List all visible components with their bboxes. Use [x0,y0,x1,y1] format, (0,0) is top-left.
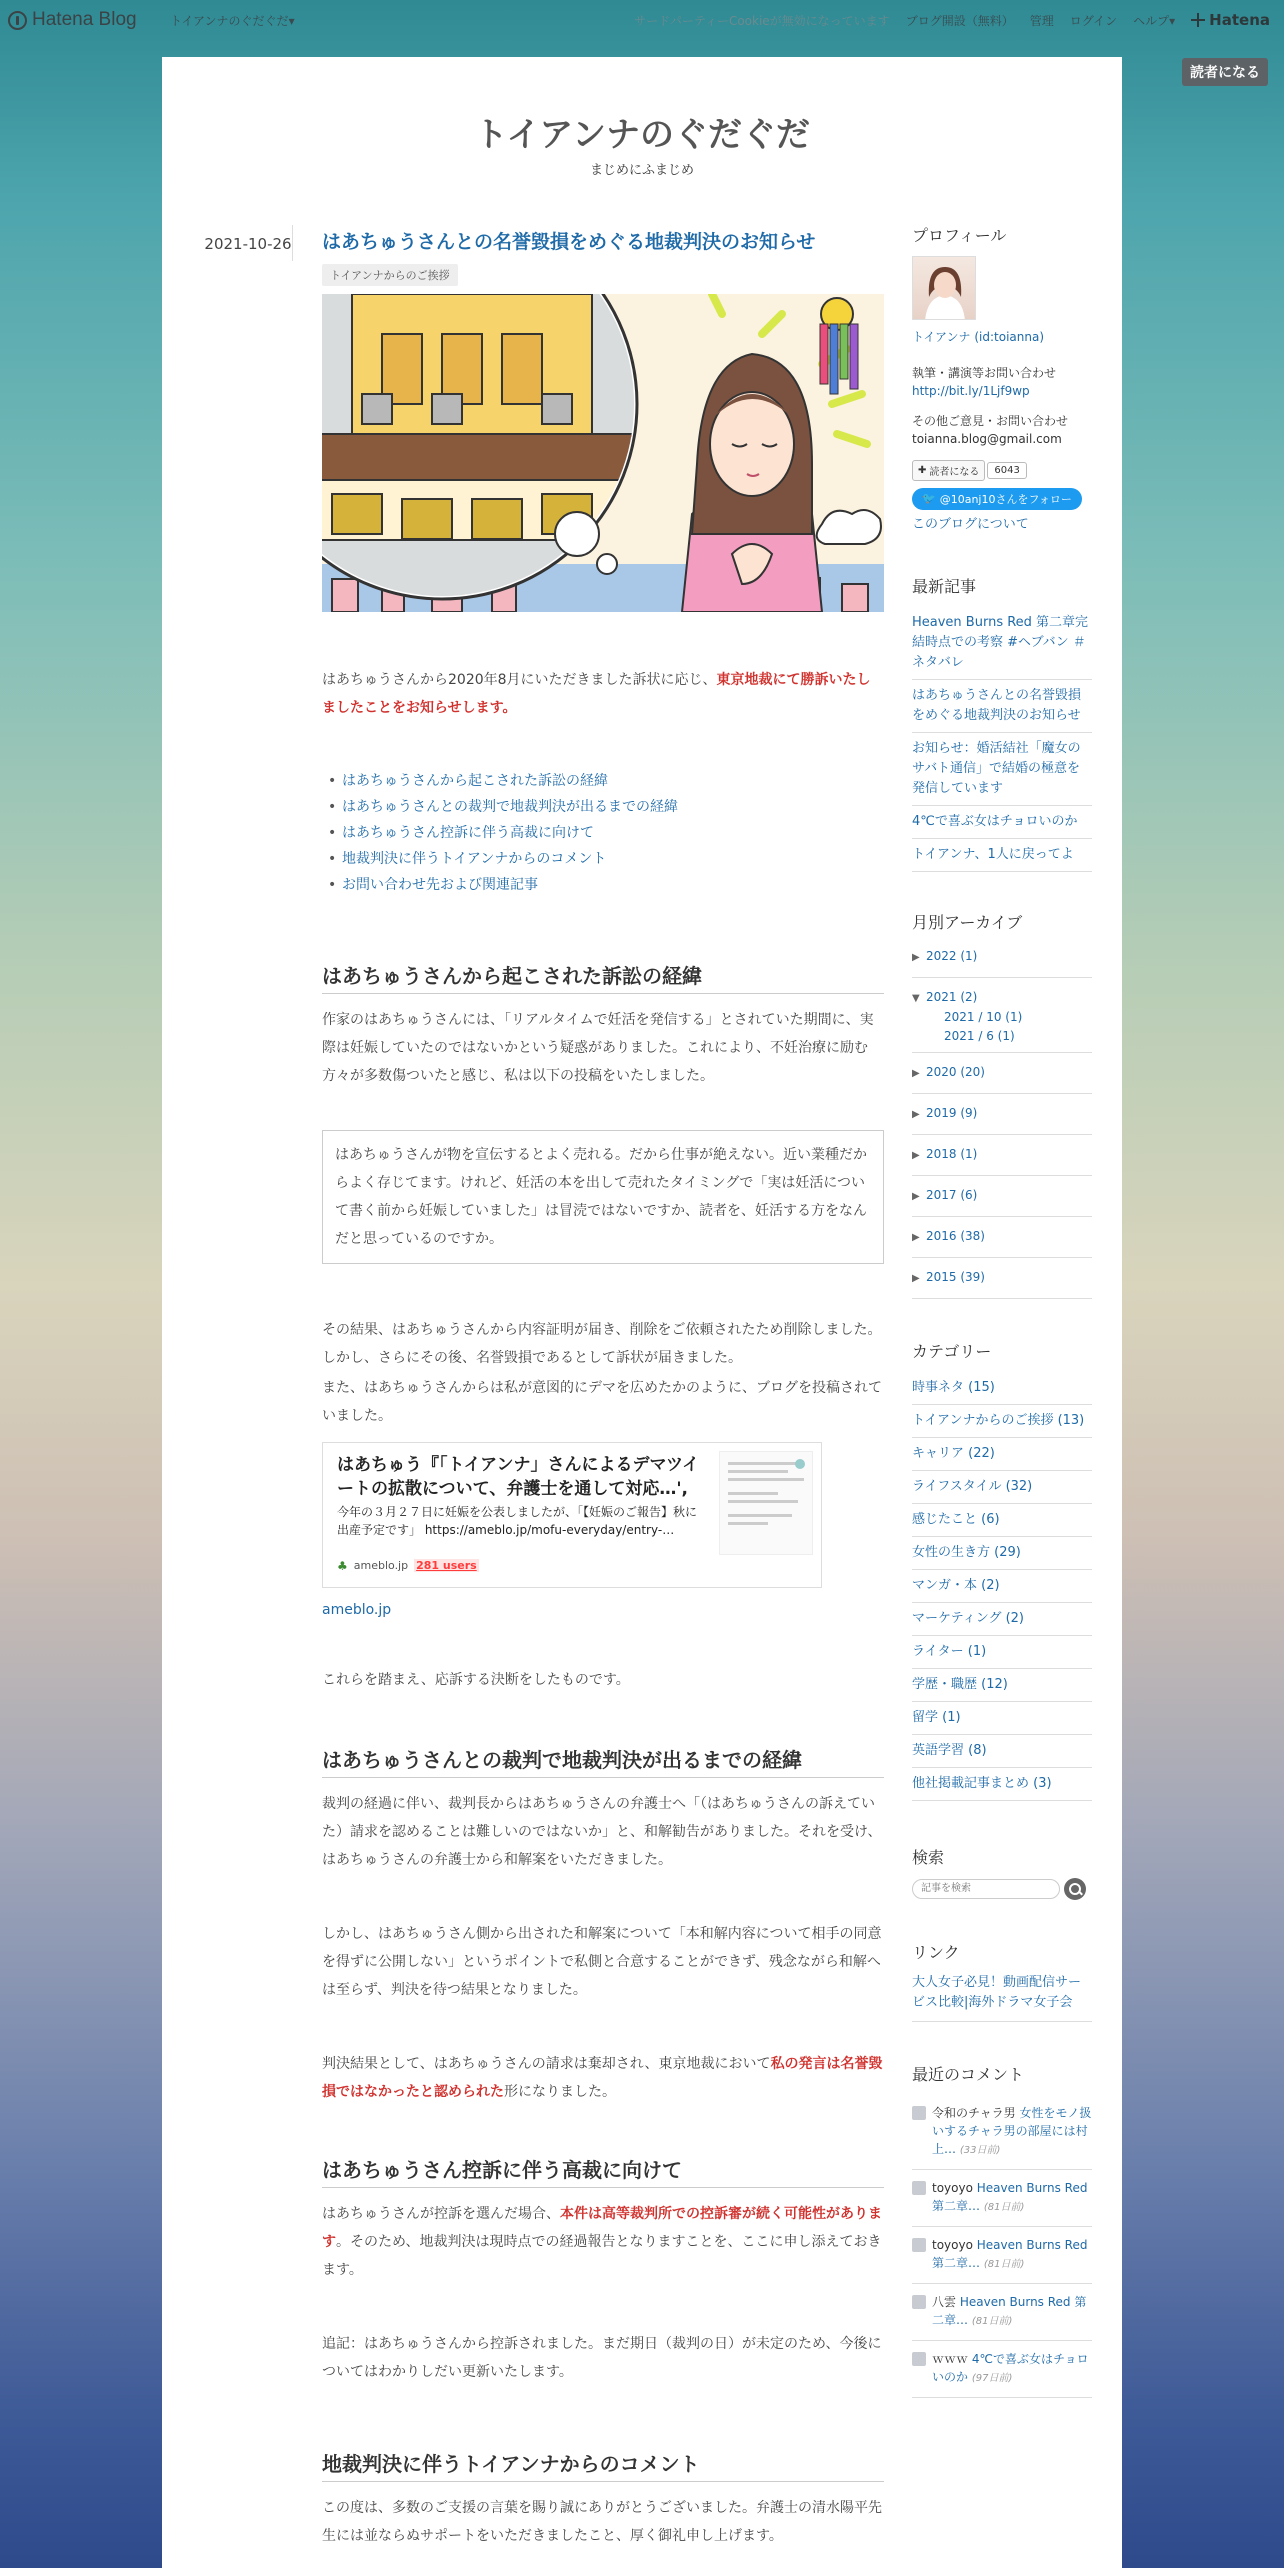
caret-down-icon: ▾ [1169,13,1176,28]
section-heading: 地裁判決に伴うトイアンナからのコメント [322,2448,884,2482]
archive-month[interactable]: 2021 / 10 (1) [944,1009,1023,1024]
recent-entry-link[interactable]: はあちゅうさんとの名誉毀損をめぐる地裁判決のお知らせ [912,680,1092,733]
entry-category[interactable]: トイアンナからのご挨拶 [322,264,458,286]
category-link[interactable]: トイアンナからのご挨拶 (13) [912,1405,1092,1438]
profile-text: その他ご意見・お問い合わせ [912,414,1069,428]
emphasis: 私の発言は名誉毀損ではなかったと認められた [322,2055,883,2100]
archive-year[interactable] [912,1094,1092,1135]
blog-title[interactable]: トイアンナのぐだぐだ [474,115,810,155]
archive-year[interactable] [912,943,1092,978]
text: 形になりました。 [504,2083,616,2100]
entry-article [322,229,884,2550]
eyecatch-illustration [322,294,884,612]
comment-item [912,2095,1092,2170]
embed-card[interactable] [322,1442,822,1588]
tweet-screenshot-thumbnail [720,1452,814,1556]
comment-item [912,2341,1092,2398]
twitter-follow-button[interactable] [912,488,1082,510]
nav-login[interactable]: ログイン [1069,13,1118,28]
archive-year[interactable] [912,1176,1092,1217]
embed-card-description: 今年の３月２７日に妊娠を公表しましたが、「【妊娠のご報告】秋に出産予定です」 https://ameblo.jp/mofu-everyday/entry-… [337,1504,698,1537]
archive-year-label: 2021 (2) [926,989,978,1004]
toc-item[interactable]: • はあちゅうさんから起こされた訴訟の経緯 [322,768,884,794]
profile-contact-link[interactable]: http://bit.ly/1Ljf9wp [912,384,1030,398]
category-link[interactable]: 他社掲載記事まとめ (3) [912,1768,1092,1801]
recent-entry-link[interactable]: お知らせ：婚活結社「魔女のサバト通信」で結婚の極意を発信しています [912,733,1092,806]
triangle-right-icon: ▶ [912,1149,920,1161]
category-link[interactable]: マーケティング (2) [912,1603,1092,1636]
comment-time: (97日前) [971,2372,1013,2384]
search-heading: 検索 [912,1847,945,1867]
avatar-portrait [913,257,976,320]
comment-time: (33日前) [959,2144,1001,2156]
subscribe-row [912,458,1092,481]
category-link[interactable]: 感じたこと (6) [912,1504,1092,1537]
archive-year-label: 2017 (6) [926,1187,978,1202]
paragraph [322,2200,884,2284]
external-link[interactable]: 大人女子必見！動画配信サービス比較|海外ドラマ女子会 [912,1973,1092,2022]
triangle-right-icon: ▶ [912,1272,920,1284]
entry-title[interactable]: はあちゅうさんとの名誉毀損をめぐる地裁判決のお知らせ [322,231,816,253]
archive-year-expanded[interactable] [912,978,1092,1053]
hatena-bookmark-users[interactable]: 281 users [416,1559,477,1573]
table-of-contents [322,768,884,898]
intro-text: はあちゅうさんから2020年8月にいただきました訴状に応じ、 [322,671,717,688]
comment-entry-link[interactable]: 4℃で喜ぶ女はチョロいのか [932,2351,1089,2384]
paragraph: この度は、多数のご支援の言葉を賜り誠にありがとうございました。弁護士の清水陽平先生には並ならぬサポートをいただきましたこと、厚く御礼申し上げます。 [322,2499,882,2544]
twitter-follow-label: @10anj10さんをフォロー [939,492,1072,506]
comment-user: ｗｗｗ [932,2351,969,2366]
category-link[interactable]: 女性の生き方 (29) [912,1537,1092,1570]
hatena-star-icon [1191,13,1205,27]
profile-name-link[interactable]: トイアンナ (id:toianna) [912,330,1045,344]
nav-open-blog[interactable]: ブログ開設（無料） [905,13,1014,28]
recent-heading: 最新記事 [912,576,977,596]
comment-entry-link[interactable]: 女性をモノ扱いするチャラ男の部屋には村上… [932,2105,1092,2156]
profile-text: 執筆・講演等お問い合わせ [912,366,1057,380]
archive-year[interactable] [912,1053,1092,1094]
triangle-right-icon: ▶ [912,1231,920,1243]
category-link[interactable]: 英語学習 (8) [912,1735,1092,1768]
toc-item[interactable]: • はあちゅうさん控訴に伴う高裁に向けて [322,820,884,846]
entry-date[interactable]: 2021-10-26 [204,235,292,253]
text: はあちゅうさんが控訴を選んだ場合、 [322,2205,560,2222]
paragraph: しかし、はあちゅうさん側から出された和解案について「本和解内容について相手の同意を得ずに公開しない」というポイントで私側と合意することができず、残念ながら和解へは至らず、判決を待つ結果となりました。 [322,1925,882,1998]
recent-entry-link[interactable]: 4℃で喜ぶ女はチョロいのか [912,806,1092,839]
toc-item[interactable]: • はあちゅうさんとの裁判で地裁判決が出るまでの経緯 [322,794,884,820]
user-icon[interactable] [912,2181,926,2195]
comment-user: 八雲 [932,2294,957,2309]
date-divider [292,225,293,261]
search-icon[interactable] [1064,1878,1086,1900]
links-heading: リンク [912,1942,960,1962]
comment-entry-link[interactable]: Heaven Burns Red 第二章… [932,2294,1087,2327]
section-heading: はあちゅうさんから起こされた訴訟の経緯 [322,960,884,994]
comment-user: 令和のチャラ男 [932,2105,1016,2120]
hatena-logo[interactable] [1191,11,1270,29]
caret-down-icon: ▾ [288,14,295,28]
comment-user: toyoyo [932,2237,973,2252]
category-link[interactable]: キャリア (22) [912,1438,1092,1471]
comment-entry-link[interactable]: Heaven Burns Red 第二章… [932,2237,1088,2270]
comment-item [912,2170,1092,2227]
archive-year[interactable] [912,1258,1092,1299]
blog-description: まじめにふまじめ [589,163,694,178]
paragraph: 作家のはあちゅうさんには、「リアルタイムで妊活を発信する」とされていた期間に、実際は妊娠していたのではないかという疑惑がありました。これにより、不妊治療に励む方々が多数傷ついたと感じ、私は以下の投稿をいたしました。 [322,1011,874,1084]
paragraph: 裁判の経過に伴い、裁判長からはあちゅうさんの弁護士へ「（はあちゅうさんの訴えていた）請求を認めることは難しいのではないか」と、和解勧告がありました。それを受け、はあちゅうさんの弁護士から和解案をいただきました。 [322,1795,882,1868]
category-link[interactable]: 学歴・職歴 (12) [912,1669,1092,1702]
toc-item[interactable]: • 地裁判決に伴うトイアンナからのコメント [322,846,884,872]
search-input[interactable] [912,1879,1060,1899]
nav-admin[interactable]: 管理 [1029,13,1054,28]
subscribe-label: 読者になる [929,467,980,478]
comment-item [912,2227,1092,2284]
archive-year-label: 2019 (9) [926,1105,978,1120]
category-link[interactable]: マンガ・本 (2) [912,1570,1092,1603]
hatena-label: Hatena [1209,11,1270,29]
section-heading: はあちゅうさん控訴に伴う高裁に向けて [322,2154,884,2188]
triangle-right-icon: ▶ [912,1067,920,1079]
embed-card-source [337,1559,479,1573]
hatena-blog-icon [8,11,27,30]
paragraph: また、はあちゅうさんからは私が意図的にデマを広めたかのように、ブログを投稿されていました。 [322,1379,882,1424]
paragraph: その結果、はあちゅうさんから内容証明が届き、削除をご依頼されたため削除しました。しかし、さらにその後、名誉毀損であるとして訴状が届きました。 [322,1321,882,1366]
cookie-notice[interactable]: サードパーティーCookieが無効になっています [634,13,890,28]
triangle-down-icon: ▼ [912,992,920,1004]
recent-entry-link[interactable]: Heaven Burns Red 第二章完結時点での考察 #ヘブバン ＃ネタバレ [912,607,1092,680]
ameba-icon: ♣ [337,1558,348,1573]
triangle-right-icon: ▶ [912,1108,920,1120]
embed-source-link[interactable]: ameblo.jp [322,1601,392,1618]
blog-menu-label: トイアンナのぐだぐだ [170,14,289,28]
nav-help[interactable] [1133,12,1175,29]
emphasis: 本件は高等裁判所での控訴審が続く可能性があります [322,2205,882,2250]
archive-year[interactable] [912,1217,1092,1258]
user-icon[interactable] [912,2106,926,2120]
comment-item [912,2284,1092,2341]
archive-year-label: 2022 (1) [926,948,978,963]
category-link[interactable]: 留学 (1) [912,1702,1092,1735]
subscriber-count: 6043 [987,462,1026,479]
paragraph: これらを踏まえ、応訴する決断をしたものです。 [322,1671,630,1688]
user-icon[interactable] [912,2352,926,2366]
embed-card-thumbnail [719,1451,813,1555]
profile-heading: プロフィール [912,226,1007,245]
hatena-blog-logo[interactable] [8,9,137,31]
triangle-right-icon: ▶ [912,1190,920,1202]
blockquote: はあちゅうさんが物を宣伝するとよく売れる。だから仕事が絶えない。近い業種だからよく存じてます。けれど、妊活の本を出して売れたタイミングで「実は妊活について書く前から妊娠していました」は冒涜ではないですか、読者を、妊活する方をなんだと思っているのですか。 [322,1130,884,1264]
category-heading: カテゴリー [912,1341,992,1361]
comment-time: (81日前) [983,2201,1025,2213]
embed-card-site: ameblo.jp [353,1559,409,1573]
text: 。そのため、地裁判決は現時点での経過報告となりますことを、ここに申し添えておきます。 [322,2233,882,2278]
user-icon[interactable] [912,2238,926,2252]
embed-card-title[interactable]: はあちゅう『「トイアンナ」さんによるデマツイートの拡散について、弁護士を通して対応…', [337,1454,700,1499]
paragraph: 追記：はあちゅうさんから控訴されました。まだ期日（裁判の日）が未定のため、今後についてはわかりしだい更新いたします。 [322,2335,882,2380]
archive-month[interactable]: 2021 / 6 (1) [944,1028,1015,1043]
courtroom-illustration [322,294,884,612]
category-link[interactable]: ライフスタイル (32) [912,1471,1092,1504]
archive-heading: 月別アーカイブ [912,912,1023,932]
recent-entry-link[interactable]: トイアンナ、1人に戻ってよ [912,839,1092,872]
comment-time: (81日前) [983,2258,1025,2270]
category-link[interactable]: 時事ネタ (15) [912,1372,1092,1405]
sidebar-subscribe-button[interactable] [912,460,985,481]
comments-heading: 最近のコメント [912,2064,1025,2084]
search-form [912,1878,1092,1900]
text: 判決結果として、はあちゅうさんの請求は棄却され、東京地裁において [322,2055,771,2072]
comment-time: (81日前) [971,2315,1013,2327]
global-header [0,0,1284,38]
category-link[interactable]: ライター (1) [912,1636,1092,1669]
intro-paragraph [322,666,884,722]
paragraph [322,2050,884,2106]
nav-help-label: ヘルプ [1133,13,1170,28]
archive-year-label: 2015 (39) [926,1269,985,1284]
plus-icon: ✚ [918,465,927,476]
archive-year[interactable] [912,1135,1092,1176]
archive-year-label: 2020 (20) [926,1064,985,1079]
section-heading: はあちゅうさんとの裁判で地裁判決が出るまでの経緯 [322,1744,884,1778]
sidebar [912,223,1092,2398]
subscribe-button[interactable]: 読者になる [1182,58,1268,86]
blog-menu[interactable] [170,12,295,29]
toc-item[interactable]: • お問い合わせ先および関連記事 [322,872,884,898]
intro-emphasis: 東京地裁にて勝訴いたしましたことをお知らせします。 [322,671,871,716]
archive-year-label: 2016 (38) [926,1228,985,1243]
comment-user: toyoyo [932,2180,973,2195]
profile-avatar[interactable] [912,256,976,320]
twitter-bird-icon: 🐦 [922,492,936,505]
archive-year-label: 2018 (1) [926,1146,978,1161]
comment-entry-link[interactable]: Heaven Burns Red 第二章… [932,2180,1088,2213]
triangle-right-icon: ▶ [912,951,920,963]
about-blog-link[interactable]: このブログについて [912,516,1029,532]
profile-email: toianna.blog@gmail.com [912,432,1062,446]
brand-name: Hatena Blog [32,9,137,30]
user-icon[interactable] [912,2295,926,2309]
blog-panel [162,57,1122,2568]
